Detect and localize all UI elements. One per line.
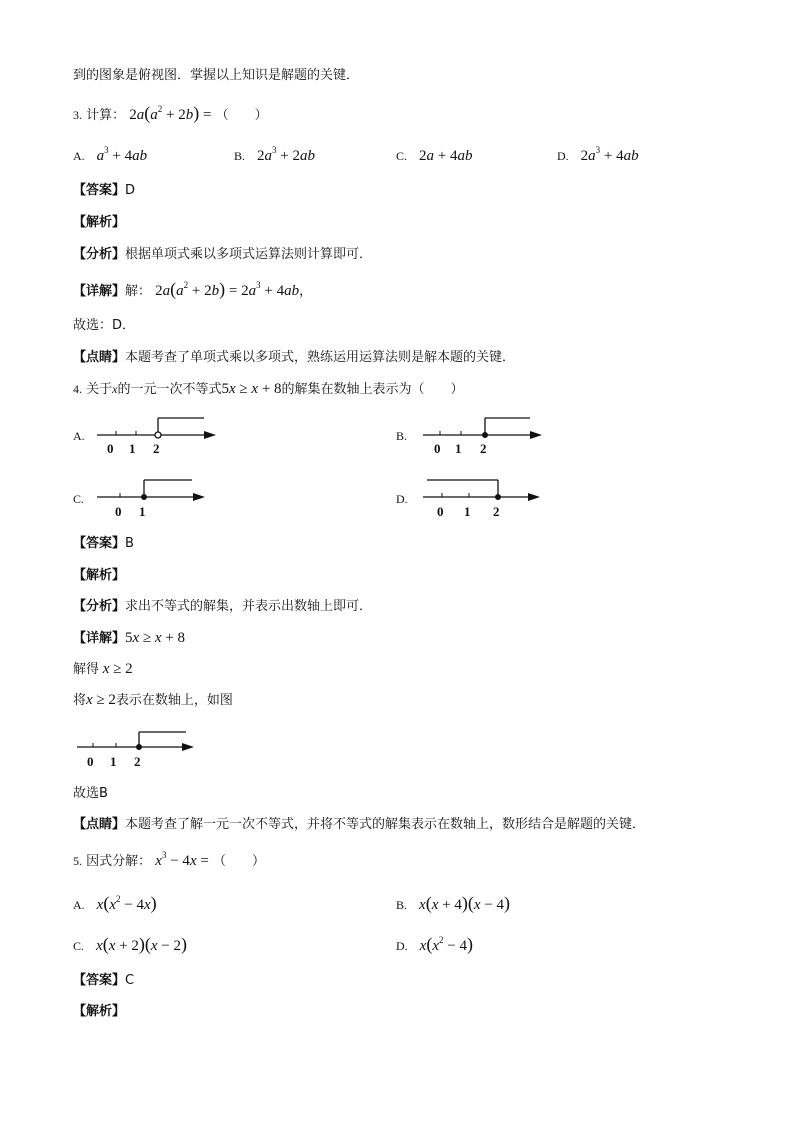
tick-label: 1	[129, 441, 136, 456]
tick-label: 1	[455, 441, 462, 456]
tick-label: 1	[139, 504, 146, 519]
q4-show: 将x ≥ 2表示在数轴上，如图	[73, 692, 233, 708]
q3-option-b[interactable]: B. $2a^3 + 2ab$	[234, 145, 315, 164]
tick-label: 1	[110, 754, 117, 769]
q4-fenxi: 【分析】求出不等式的解集，并表示出数轴上即可．	[73, 599, 373, 614]
q4-answer: 【答案】B	[73, 536, 134, 551]
question-4-stem: 4. 关于x的一元一次不等式5x ≥ x + 8的解集在数轴上表示为（ ）	[73, 381, 464, 397]
q5-option-d[interactable]: D. $x(x^2 - 4)$	[396, 934, 473, 954]
q3-fenxi: 【分析】根据单项式乘以多项式运算法则计算即可．	[73, 247, 373, 262]
q3-option-c[interactable]: C. 2a + 4ab	[396, 148, 473, 164]
q4-option-b[interactable]: B.	[396, 429, 408, 443]
q3-conclusion: 故选：D．	[73, 318, 136, 333]
q4-solution-number-line	[74, 726, 199, 770]
tick-label: 2	[134, 754, 141, 769]
q4-option-b-number-line	[420, 412, 545, 456]
q3-xiangjie: 【详解】解： $2a(a^2 + 2b) = 2a^3 + 4ab$，	[73, 279, 313, 299]
tick-label: 0	[434, 441, 441, 456]
q3-option-d[interactable]: D. $2a^3 + 4ab$	[557, 145, 639, 164]
q5-option-c[interactable]: C. x(x + 2)(x − 2)	[73, 934, 187, 954]
q4-option-c-number-line	[94, 476, 209, 520]
tick-label: 1	[464, 504, 471, 519]
q3-analysis-heading: 【解析】	[73, 215, 126, 230]
q3-expression: $2a(a^2 + 2b)$ =	[129, 103, 212, 123]
question-5-stem: 5. 因式分解： $x^3 - 4x$ = （ ）	[73, 850, 265, 869]
q5-answer: 【答案】C	[73, 973, 135, 988]
q4-option-a-number-line	[94, 412, 219, 456]
q4-conclusion: 故选B	[73, 786, 108, 801]
q5-option-b[interactable]: B. x(x + 4)(x − 4)	[396, 893, 510, 913]
q5-analysis-heading: 【解析】	[73, 1004, 126, 1019]
q4-option-d-number-line	[420, 474, 545, 520]
q4-option-d[interactable]: D.	[396, 492, 408, 506]
question-3-stem: 3. 计算： $2a(a^2 + 2b)$ = （ ）	[73, 103, 268, 123]
q5-option-a[interactable]: A. $x(x^2 - 4x)$	[73, 893, 157, 913]
q3-option-a[interactable]: A. $a^3 + 4ab$	[73, 145, 148, 164]
tick-label: 0	[115, 504, 122, 519]
intro-line: 到的图象是俯视图．掌握以上知识是解题的关键．	[73, 68, 360, 83]
tick-label: 0	[107, 441, 114, 456]
q4-analysis-heading: 【解析】	[73, 568, 126, 583]
q4-solve: 解得 x ≥ 2	[73, 661, 133, 677]
q3-answer: 【答案】D	[73, 183, 136, 198]
q4-dianjing: 【点睛】本题考查了解一元一次不等式，并将不等式的解集表示在数轴上，数形结合是解题的关键．	[73, 817, 646, 832]
tick-label: 0	[87, 754, 94, 769]
tick-label: 2	[153, 441, 160, 456]
q3-dianjing: 【点睛】本题考查了单项式乘以多项式，熟练运用运算法则是解本题的关键．	[73, 350, 516, 365]
q4-xiangjie: 【详解】5x ≥ x + 8	[73, 630, 186, 646]
q4-option-a[interactable]: A.	[73, 429, 85, 443]
tick-label: 2	[480, 441, 487, 456]
q4-option-c[interactable]: C.	[73, 492, 85, 506]
tick-label: 0	[437, 504, 444, 519]
tick-label: 2	[493, 504, 500, 519]
